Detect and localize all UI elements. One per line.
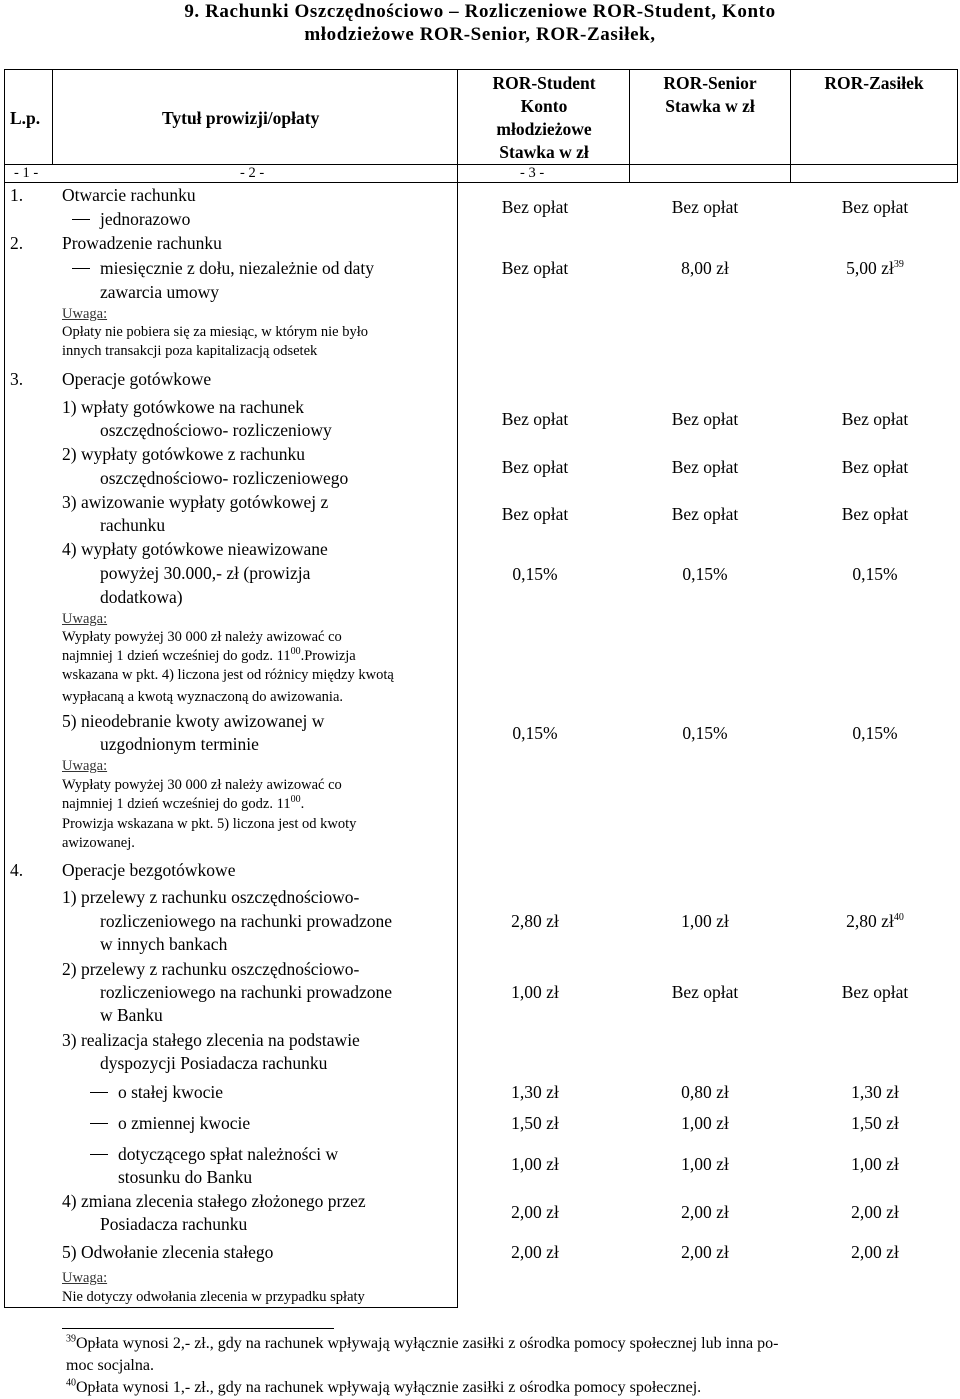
row3-v3-zasilek: Bez opłat bbox=[841, 504, 909, 524]
row3-v2-zasilek: Bez opłat bbox=[841, 457, 909, 477]
row3-item4b: powyżej 30.000,- zł (prowizja bbox=[100, 563, 311, 583]
row1-sub: jednorazowo bbox=[100, 209, 191, 229]
row3-v5-senior: 0,15% bbox=[682, 723, 728, 743]
row4-vd2-senior: 1,00 zł bbox=[681, 1113, 729, 1133]
row3-note4b: najmniej 1 dzień wcześniej do godz. $11^{00}.Prowizja$ bbox=[62, 646, 356, 664]
page-title bbox=[0, 0, 960, 46]
row2-sub1: miesięcznie z dołu, niezależnie od daty bbox=[100, 258, 375, 278]
row3-item2a: 2) wypłaty gotówkowe z rachunku bbox=[62, 444, 305, 464]
row4-item2b: rozliczeniowego na rachunki prowadzone bbox=[100, 982, 393, 1002]
row1-v2: Bez opłat bbox=[671, 197, 739, 217]
col-number-2: - 2 - bbox=[240, 165, 265, 181]
row4-vd1-senior: 0,80 zł bbox=[681, 1082, 729, 1102]
header-title: Tytuł prowizji/opłaty bbox=[162, 108, 320, 128]
row3-v4-student: 0,15% bbox=[512, 564, 558, 584]
row4-item3b: dyspozycji Posiadacza rachunku bbox=[100, 1053, 328, 1073]
row3-item3b: rachunku bbox=[100, 515, 166, 535]
row3-v5-student: 0,15% bbox=[512, 723, 558, 743]
row3-note4a: Wypłaty powyżej 30 000 zł należy awizować co bbox=[62, 629, 342, 645]
row4-v1-student: 2,80 zł bbox=[511, 911, 559, 931]
row4-item3a: 3) realizacja stałego zlecenia na podstawie bbox=[62, 1030, 360, 1050]
row4-v2-student: 1,00 zł bbox=[511, 982, 559, 1002]
row2-note1: Opłaty nie pobiera się za miesiąc, w którym nie było bbox=[62, 324, 369, 340]
row4-item4a: 4) zmiana zlecenia stałego złożonego przez bbox=[62, 1191, 366, 1211]
row1-num: 1. bbox=[10, 185, 24, 205]
row3-item3a: 3) awizowanie wypłaty gotówkowej z bbox=[62, 492, 329, 512]
row2-v3: 5,00 $zł^{39}$ bbox=[846, 258, 904, 278]
row4-item5: 5) Odwołanie zlecenia stałego bbox=[62, 1242, 274, 1262]
row3-v1-student: Bez opłat bbox=[501, 409, 569, 429]
row4-sub-variable: o zmiennej kwocie bbox=[118, 1113, 251, 1133]
row4-num: 4. bbox=[10, 860, 24, 880]
row4-item4b: Posiadacza rachunku bbox=[100, 1214, 248, 1234]
footnote-39-cont: moc socjalna. bbox=[66, 1357, 154, 1374]
row4-item2c: w Banku bbox=[100, 1005, 163, 1025]
col-number-3: - 3 - bbox=[520, 165, 545, 181]
row3-item4a: 4) wypłaty gotówkowe nieawizowane bbox=[62, 539, 328, 559]
row2-sub2: zawarcia umowy bbox=[100, 282, 220, 302]
row3-note4d: wypłacaną a kwotą wyznaczoną do awizowania. bbox=[62, 689, 344, 705]
row4-sub-bank-b: stosunku do Banku bbox=[118, 1167, 253, 1187]
row4-item1a: 1) przelewy z rachunku oszczędnościowo- bbox=[62, 887, 360, 907]
row4-sub-bank-a: dotyczącego spłat należności w bbox=[118, 1144, 339, 1164]
row4-v5-student: 2,00 zł bbox=[511, 1242, 559, 1262]
row2-v1: Bez opłat bbox=[501, 258, 569, 278]
row3-note5d: awizowanej. bbox=[62, 835, 135, 851]
footnote-40: $^{40}$Opłata wynosi 1,- zł., gdy na rachunek wpływają wyłącznie zasiłki z ośrodka pomocy społecznej. bbox=[66, 1377, 702, 1396]
row4-v1-senior: 1,00 zł bbox=[681, 911, 729, 931]
row4-v4-zasilek: 2,00 zł bbox=[851, 1202, 899, 1222]
row4-item1b: rozliczeniowego na rachunki prowadzone bbox=[100, 911, 393, 931]
row2-note-label: Uwaga: bbox=[62, 306, 108, 322]
row3-v1-senior: Bez opłat bbox=[671, 409, 739, 429]
row4-sub-fixed: o stałej kwocie bbox=[118, 1082, 223, 1102]
row3-note5b: najmniej 1 dzień wcześniej do godz. $11^{00}$. bbox=[62, 794, 305, 812]
row3-note4c: wskazana w pkt. 4) liczona jest od różnicy między kwotą bbox=[62, 667, 394, 683]
row3-v4-senior: 0,15% bbox=[682, 564, 728, 584]
row3-num: 3. bbox=[10, 369, 24, 389]
row4-vd3-student: 1,00 zł bbox=[511, 1154, 559, 1174]
title-line-1: 9. Rachunki Oszczędnościowo – Rozliczeniowe ROR-Student, Konto bbox=[184, 1, 776, 22]
row3-note5c: Prowizja wskazana w pkt. 5) liczona jest od kwoty bbox=[62, 816, 357, 832]
row3-v2-student: Bez opłat bbox=[501, 457, 569, 477]
row4-vd2-student: 1,50 zł bbox=[511, 1113, 559, 1133]
row3-item5b: uzgodnionym terminie bbox=[100, 734, 259, 754]
row4-item1c: w innych bankach bbox=[100, 934, 228, 954]
row3-note4-label: Uwaga: bbox=[62, 611, 108, 627]
header-ror-senior: ROR-Senior Stawka w zł bbox=[663, 73, 757, 116]
row4-v2-senior: Bez opłat bbox=[671, 982, 739, 1002]
footnote-39: $^{39}$Opłata wynosi 2,- zł., gdy na rachunek wpływają wyłącznie zasiłki z ośrodka pomocy społecznej lub inna po- bbox=[66, 1333, 779, 1352]
row1-v1: Bez opłat bbox=[501, 197, 569, 217]
row2-title: Prowadzenie rachunku bbox=[62, 233, 222, 253]
col-number-1: - 1 - bbox=[14, 165, 39, 181]
row1-v3: Bez opłat bbox=[841, 197, 909, 217]
row2-num: 2. bbox=[10, 233, 24, 253]
row3-note5a: Wypłaty powyżej 30 000 zł należy awizować co bbox=[62, 777, 342, 793]
row3-v4-zasilek: 0,15% bbox=[852, 564, 898, 584]
row3-item5a: 5) nieodebranie kwoty awizowanej w bbox=[62, 711, 325, 731]
header-lp: L.p. bbox=[10, 108, 41, 128]
row3-v3-student: Bez opłat bbox=[501, 504, 569, 524]
row1-title: Otwarcie rachunku bbox=[62, 185, 196, 205]
row4-vd3-zasilek: 1,00 zł bbox=[851, 1154, 899, 1174]
row3-item1b: oszczędnościowo- rozliczeniowy bbox=[100, 420, 332, 440]
row4-note-label: Uwaga: bbox=[62, 1270, 108, 1286]
row4-title: Operacje bezgotówkowe bbox=[62, 860, 236, 880]
row4-vd3-senior: 1,00 zł bbox=[681, 1154, 729, 1174]
row3-item2b: oszczędnościowo- rozliczeniowego bbox=[100, 468, 349, 488]
row4-vd1-student: 1,30 zł bbox=[511, 1082, 559, 1102]
row3-v5-zasilek: 0,15% bbox=[852, 723, 898, 743]
row3-v2-senior: Bez opłat bbox=[671, 457, 739, 477]
row3-item1a: 1) wpłaty gotówkowe na rachunek bbox=[62, 397, 305, 417]
header-ror-zasilek: ROR-Zasiłek bbox=[824, 73, 924, 93]
row4-vd1-zasilek: 1,30 zł bbox=[851, 1082, 899, 1102]
row3-item4c: dodatkowa) bbox=[100, 587, 183, 607]
row3-v1-zasilek: Bez opłat bbox=[841, 409, 909, 429]
row3-title: Operacje gotówkowe bbox=[62, 369, 212, 389]
row4-v5-zasilek: 2,00 zł bbox=[851, 1242, 899, 1262]
row4-vd2-zasilek: 1,50 zł bbox=[851, 1113, 899, 1133]
row4-v4-student: 2,00 zł bbox=[511, 1202, 559, 1222]
row4-v2-zasilek: Bez opłat bbox=[841, 982, 909, 1002]
title-line-2: młodzieżowe ROR-Senior, ROR-Zasiłek, bbox=[304, 24, 656, 45]
row4-v1-zasilek: 2,80 $zł^{40}$ bbox=[846, 911, 904, 931]
row3-v3-senior: Bez opłat bbox=[671, 504, 739, 524]
row2-v2: 8,00 zł bbox=[681, 258, 729, 278]
row4-v4-senior: 2,00 zł bbox=[681, 1202, 729, 1222]
header-ror-student: ROR-Student Konto młodzieżowe Stawka w zł bbox=[492, 73, 596, 162]
row4-v5-senior: 2,00 zł bbox=[681, 1242, 729, 1262]
row3-note5-label: Uwaga: bbox=[62, 758, 108, 774]
footnote-separator bbox=[62, 1328, 334, 1329]
row4-note1: Nie dotyczy odwołania zlecenia w przypadku spłaty bbox=[62, 1289, 365, 1305]
row2-note2: innych transakcji poza kapitalizacją odsetek bbox=[62, 343, 318, 359]
row4-item2a: 2) przelewy z rachunku oszczędnościowo- bbox=[62, 959, 360, 979]
